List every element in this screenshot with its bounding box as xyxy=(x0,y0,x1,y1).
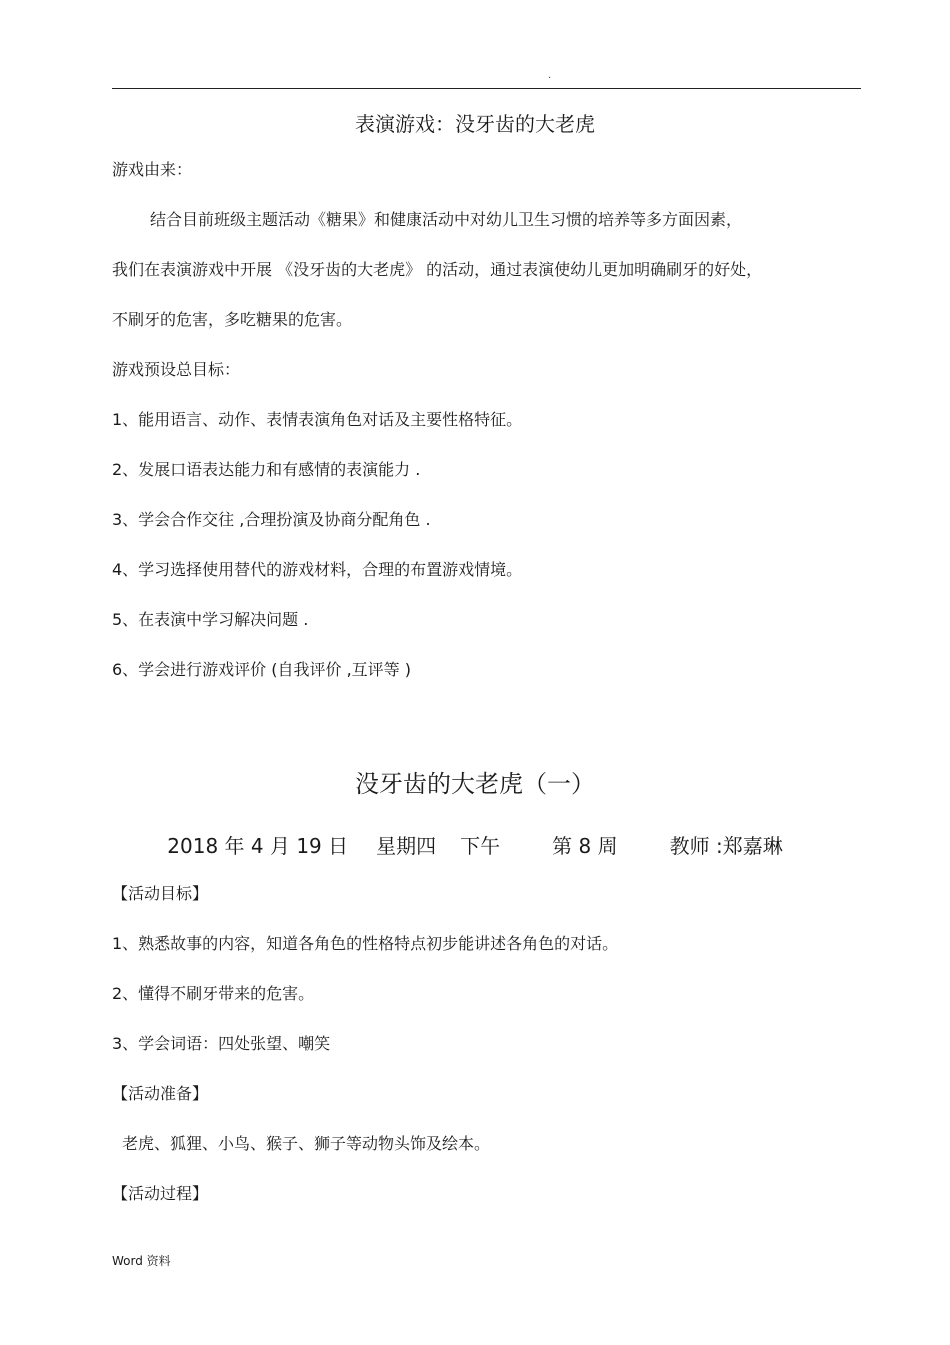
activity-process-heading: 【活动过程】 xyxy=(112,1184,209,1203)
lesson-title: 没牙齿的大老虎（一） xyxy=(355,770,595,798)
activity-goal-item: 3、学会词语：四处张望、嘲笑 xyxy=(112,1034,331,1053)
origin-line: 不刷牙的危害，多吃糖果的危害。 xyxy=(112,310,353,329)
page-title: 表演游戏：没牙齿的大老虎 xyxy=(355,112,595,136)
lesson-date: 2018 年 4 月 19 日 xyxy=(167,834,349,858)
header-mark: . xyxy=(548,70,552,81)
goal-item: 2、发展口语表达能力和有感情的表演能力 . xyxy=(112,460,421,479)
header-rule xyxy=(112,88,861,89)
goal-item: 3、学会合作交往 ,合理扮演及协商分配角色 . xyxy=(112,510,431,529)
goal-item: 5、在表演中学习解决问题 . xyxy=(112,610,309,629)
footer-label: Word 资料 xyxy=(112,1254,171,1268)
lesson-teacher: 教师 :郑嘉琳 xyxy=(669,834,783,858)
origin-line: 结合目前班级主题活动《糖果》和健康活动中对幼儿卫生习惯的培养等多方面因素， xyxy=(150,210,743,229)
lesson-time: 下午 xyxy=(460,834,501,858)
activity-goal-item: 2、懂得不刷牙带来的危害。 xyxy=(112,984,315,1003)
activity-goal-item: 1、熟悉故事的内容，知道各角色的性格特点初步能讲述各角色的对话。 xyxy=(112,934,619,953)
goal-item: 6、学会进行游戏评价 (自我评价 ,互评等 ) xyxy=(112,660,412,679)
origin-line: 我们在表演游戏中开展 《没牙齿的大老虎》 的活动，通过表演使幼儿更加明确刷牙的好处， xyxy=(112,260,763,279)
activity-prep-text: 老虎、狐狸、小鸟、猴子、狮子等动物头饰及绘本。 xyxy=(122,1134,491,1153)
lesson-week: 第 8 周 xyxy=(552,834,618,858)
lesson-weekday: 星期四 xyxy=(376,834,437,858)
lesson-info xyxy=(0,830,950,859)
activity-goals-heading: 【活动目标】 xyxy=(112,884,209,903)
origin-heading: 游戏由来： xyxy=(112,160,193,179)
goals-heading: 游戏预设总目标： xyxy=(112,360,241,379)
goal-item: 1、能用语言、动作、表情表演角色对话及主要性格特征。 xyxy=(112,410,523,429)
goal-item: 4、学习选择使用替代的游戏材料，合理的布置游戏情境。 xyxy=(112,560,523,579)
activity-prep-heading: 【活动准备】 xyxy=(112,1084,209,1103)
